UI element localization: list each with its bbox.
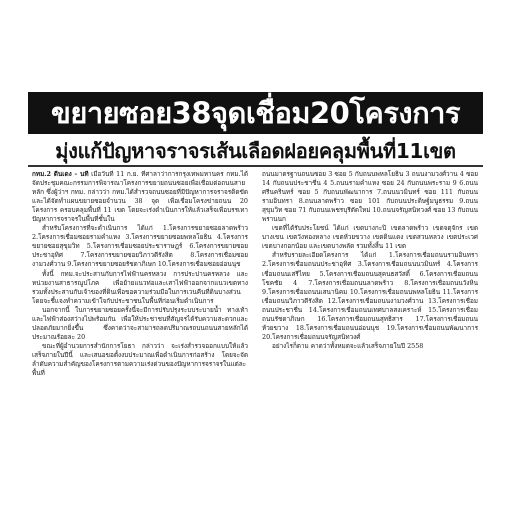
- article-paragraph: เขตที่ได้รับประโยชน์ ได้แก่ เขตบางกะปิ เขตลาดพร้าว เขตจตุจักร เขตบางเขน เขตวังทองหลาง เขตห้วยขวาง เขตดินแดง เขตสวนหลวง เขตประเวศ เขตบางกอกน้อย และเขตบางพลัด รวมทั้งสิ้น 11 เขต: [262, 224, 478, 251]
- article-paragraph: อย่างไรก็ตาม คาดว่าทั้งหมดจะแล้วเสร็จภายในปี 2558: [272, 341, 424, 350]
- article-paragraph: ขณะที่ผู้อำนวยการสำนักการโยธา กล่าวว่า จะเร่งสำรวจออกแบบให้แล้วเสร็จภายในปีนี้ และเสนอขอตั้งงบประมาณเพื่อดำเนินการก่อสร้าง โดยจะจัดลำดับความสำคัญของโครงการตามความเร่งด่วนของปัญหาการจราจรในแต่ละพื้นที่: [32, 341, 248, 378]
- article-column-left: [32, 170, 248, 510]
- paragraph-text: เมื่อวันที่ 11 ก.ย. ที่ศาลาว่าการกรุงเทพมหานคร กทม.ได้จัดประชุมคณะกรรมการพิจารณาโครงการขยายถนนซอยเพื่อเชื่อมต่อถนนสายหลัก ซึ่งผู้ว่าฯ กทม. กล่าวว่า กทม.ได้สำรวจถนนซอยที่มีปัญหาการจราจรติดขัด และได้จัดทำแผนขยายซอยจำนวน 38 จุด เพื่อเชื่อมโครงข่ายถนน 20 โครงการ ครอบคลุมพื้นที่ 11 เขต โดยจะเร่งดำเนินการให้แล้วเสร็จเพื่อบรรเทาปัญหาการจราจรในพื้นที่ชั้นใน: [32, 170, 248, 224]
- article-paragraph: สำหรับโครงการที่จะดำเนินการ ได้แก่ 1.โครงการขยายซอยลาดพร้าว 2.โครงการเชื่อมซอยรามคำแหง 3.โครงการขยายซอยพหลโยธิน 4.โครงการขยายซอยสุขุมวิท 5.โครงการเชื่อมซอยประชาราษฎร์ 6.โครงการขยายซอยประชาอุทิศ 7.โครงการขยายซอยวิภาวดีรังสิต 8.โครงการเชื่อมซอยงามวงศ์วาน 9.โครงการขยายซอยรัชดาภิเษก 10.โครงการเชื่อมซอยอ่อนนุช: [32, 224, 248, 269]
- article-paragraph: [32, 170, 248, 224]
- subheadline: มุ่งแก้ปัญหาจราจรเส้นเลือดฝอยคลุมพื้นที่11เขต: [55, 139, 456, 163]
- article-paragraph: ถนนมาตรฐานถนนซอย 3 ซอย 5 กับถนนพหลโยธิน 3 ถนนงามวงศ์วาน 4 ซอย 14 กับถนนประชาชื่น 4 5.ถนนรามคำแหง ซอย 24 กับถนนพระราม 9 6.ถนนศรีนครินทร์ ซอย 5 กับถนนพัฒนาการ 7.ถนนนวมินทร์ ซอย 111 กับถนนรามอินทรา 8.ถนนลาดพร้าว ซอย 101 กับถนนประดิษฐ์มนูธรรม 9.ถนนสุขุมวิท ซอย 71 กับถนนเพชรบุรีตัดใหม่ 10.ถนนจรัญสนิทวงศ์ ซอย 13 กับถนนพรานนก: [262, 170, 478, 224]
- article-paragraph: ทั้งนี้ กทม.จะประสานกับการไฟฟ้านครหลวง การประปานครหลวง และหน่วยงานสาธารณูปโภค เพื่อย้ายแนวท่อและเสาไฟฟ้าออกจากแนวเขตทาง รวมทั้งประสานกับเจ้าของที่ดินเพื่อขอความร่วมมือในการเวนคืนที่ดินบางส่วน โดยจะชี้แจงทำความเข้าใจกับประชาชนในพื้นที่ก่อนเริ่มดำเนินการ: [32, 269, 248, 305]
- byline: กทม.2 ตีนเดง - นที: [32, 170, 89, 178]
- article-paragraph: นอกจากนี้ ในการขยายซอยครั้งนี้จะมีการปรับปรุงระบบระบายน้ำ ทางเท้า และไฟฟ้าส่องสว่างไปพร้อมกัน เพื่อให้ประชาชนที่สัญจรได้รับความสะดวกและปลอดภัยมากยิ่งขึ้น ซึ่งคาดว่าจะสามารถลดปริมาณรถบนถนนสายหลักได้ประมาณร้อยละ 20: [32, 305, 248, 341]
- divider: [28, 165, 483, 167]
- headline: ขยายซอย38จุดเชื่อม20โครงการ: [51, 96, 460, 130]
- article-paragraph: สำหรับรายละเอียดโครงการ ได้แก่ 1.โครงการเชื่อมถนนรามอินทรา 2.โครงการเชื่อมถนนประชาอุทิศ 3.โครงการเชื่อมถนนนวมินทร์ 4.โครงการเชื่อมถนนเสรีไทย 5.โครงการเชื่อมถนนสุคนธสวัสดิ์ 6.โครงการเชื่อมถนนโชคชัย 4 7.โครงการเชื่อมถนนลาดพร้าว 8.โครงการเชื่อมถนนวังหิน 9.โครงการเชื่อมถนนเสนานิคม 10.โครงการเชื่อมถนนพหลโยธิน 11.โครงการเชื่อมถนนวิภาวดีรังสิต 12.โครงการเชื่อมถนนงามวงศ์วาน 13.โครงการเชื่อมถนนประชาชื่น 14.โครงการเชื่อมถนนเทศบาลสงเคราะห์ 15.โครงการเชื่อมถนนรัชดาภิเษก 16.โครงการเชื่อมถนนสุทธิสาร 17.โครงการเชื่อมถนนห้วยขวาง 18.โครงการเชื่อมถนนอ่อนนุช 19.โครงการเชื่อมถนนพัฒนาการ 20.โครงการเชื่อมถนนจรัญสนิทวงศ์: [262, 251, 478, 341]
- article-column-right: [262, 170, 478, 510]
- headline-band: [28, 92, 483, 134]
